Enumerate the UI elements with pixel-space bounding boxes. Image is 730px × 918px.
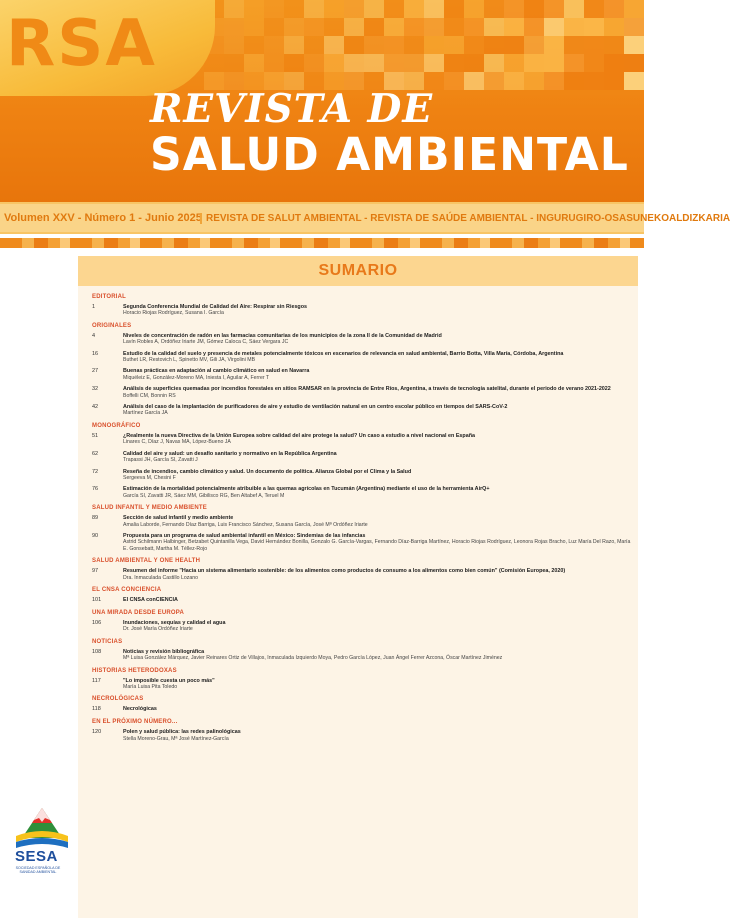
entry-authors: Astrid Schilmann Halbinger, Betzabet Quintanilla Vega, David Hernández Bonilla, Gonzalo G. García-Vargas, Fernando Díaz-Barriga Martínez, Horacio Riojas Rodríguez, Leonora Rojas Bracho, Luz María Del Razo, María E. Gonsebatt, Martha M. Téllez-Rojo — [123, 539, 631, 552]
entry-title: Estimación de la mortalidad potencialmente atribuible a las quemas agrícolas en Tucumán (Argentina) mediante el uso de la herramienta AirQ+ — [123, 486, 490, 493]
entry-title: El CNSA conCIENCIA — [123, 596, 178, 603]
toc-entry[interactable] — [92, 404, 632, 417]
entry-page-number: 97 — [92, 568, 99, 575]
section-title: SALUD AMBIENTAL Y ONE HEALTH — [92, 558, 201, 565]
section-title: EN EL PRÓXIMO NÚMERO... — [92, 719, 178, 726]
toc-entry[interactable] — [92, 533, 632, 552]
entry-page-number: 118 — [92, 706, 101, 713]
toc-entry[interactable] — [92, 515, 632, 528]
entry-page-number: 4 — [92, 332, 96, 339]
entry-body — [123, 597, 632, 604]
entry-title: Necrológicas — [123, 706, 157, 713]
entry-title: Noticias y revisión bibliográfica — [123, 648, 205, 655]
logo-wordmark: SESA — [15, 848, 58, 865]
entry-body — [123, 729, 632, 742]
section-title: MONOGRÁFICO — [92, 422, 141, 429]
entry-title: Niveles de concentración de radón en las farmacias comunitarias de los municipios de la zona II de la Comunidad de Madrid — [123, 332, 442, 339]
entry-authors: Lavín Robles A, Ordóñez Iriarte JM, Gómez Caloca C, Sáez Vergara JC — [123, 339, 289, 346]
entry-page-number: 1 — [92, 304, 96, 310]
entry-authors: Boffelli CM, Bonnin RS — [123, 392, 176, 399]
entry-body — [123, 368, 632, 381]
entry-authors: Trapassi JH, García SI, Zavatti J — [123, 457, 198, 464]
entry-body — [123, 333, 632, 346]
toc-entry[interactable] — [92, 597, 632, 604]
entry-page-number: 120 — [92, 729, 102, 736]
entry-title: Inundaciones, sequías y calidad el agua — [123, 619, 226, 626]
decorative-stripe — [0, 238, 644, 248]
entry-body — [123, 386, 632, 399]
toc-entry[interactable] — [92, 433, 632, 446]
entry-page-number: 62 — [92, 450, 99, 457]
entry-body — [123, 515, 632, 528]
table-of-contents — [92, 294, 632, 747]
journal-title-line2: SALUD AMBIENTAL — [150, 128, 629, 181]
entry-body — [123, 678, 632, 691]
entry-page-number: 106 — [92, 619, 102, 626]
journal-acronym: RSA — [6, 7, 157, 81]
entry-body — [123, 451, 632, 464]
entry-authors: Amalia Laborde, Fernando Díaz Barriga, Luis Francisco Sánchez, Susana García, José Mª Ordóñez Iriarte — [123, 521, 368, 528]
journal-languages: REVISTA DE SALUT AMBIENTAL - REVISTA DE SAÚDE AMBIENTAL - INGURUGIRO-OSASUNEKOALDIZKARIA — [200, 213, 730, 224]
entry-title: Estudio de la calidad del suelo y presencia de metales potencialmente tóxicos en escenarios de relevancia en salud ambiental, Barrio Botta, Villa María, Córdoba, Argentina — [123, 350, 564, 357]
entry-authors: Dr. José María Ordóñez Iriarte — [123, 626, 193, 633]
entry-title: Resumen del informe "Hacia un sistema alimentario sostenible: de los alimentos como productos de consumo a los alimentos como bien común" (Comisión Europea, 2020) — [123, 568, 566, 575]
entry-authors: Buthet LR, Restovich L, Spinetto MV, Gili JA, Virgolini MB — [123, 357, 256, 364]
entry-authors: Martínez García JA — [123, 410, 168, 417]
header-mosaic-pattern — [204, 0, 644, 92]
volume-info: Volumen XXV - Número 1 - Junio 2025 — [4, 212, 202, 224]
toc-entry[interactable] — [92, 386, 632, 399]
section-title: SALUD INFANTIL Y MEDIO AMBIENTE — [92, 505, 207, 512]
entry-page-number: 89 — [92, 515, 99, 522]
entry-title: Sección de salud infantil y medio ambiente — [123, 515, 234, 522]
volume-bar — [0, 202, 730, 234]
toc-entry[interactable] — [92, 333, 632, 346]
entry-title: Buenas prácticas en adaptación al cambio climático en salud en Navarra — [123, 368, 310, 375]
entry-page-number: 27 — [92, 368, 99, 375]
entry-title: Reseña de incendios, cambio climático y salud. Un documento de política. Alianza Global por el Clima y la Salud — [123, 468, 412, 475]
entry-title: Análisis del caso de la implantación de purificadores de aire y estudio de ventilación natural en un centro escolar público en tiempos del SARS-CoV-2 — [123, 404, 508, 411]
section-title: HISTORIAS HETERODOXAS — [92, 667, 177, 674]
entry-authors: María Luisa Pita Toledo — [123, 684, 178, 690]
cover-header — [0, 0, 644, 202]
entry-authors: Miquéleiz E, González-Moreno MA, Iniesta I, Aguilar A, Ferrer T — [123, 374, 270, 381]
entry-authors: Stella Moreno-Grau, Mª José Martínez-García — [123, 735, 229, 742]
entry-title: Polen y salud pública: las redes palinológicas — [123, 729, 241, 736]
entry-authors: Horacio Riojas Rodríguez, Susana I. García — [123, 310, 224, 317]
entry-authors: Linares C, Díaz J, Navas MA, López-Bueno JA — [123, 439, 231, 446]
entry-page-number: 117 — [92, 677, 101, 684]
toc-entry[interactable] — [92, 368, 632, 381]
entry-authors: Dra. Inmaculada Castillo Lozano — [123, 574, 198, 581]
section-title: NOTICIAS — [92, 638, 123, 645]
entry-page-number: 101 — [92, 596, 102, 603]
toc-entry[interactable] — [92, 649, 632, 662]
entry-body — [123, 404, 632, 417]
toc-entry[interactable] — [92, 486, 632, 499]
entry-page-number: 90 — [92, 532, 99, 539]
toc-entry[interactable] — [92, 351, 632, 364]
entry-page-number: 51 — [92, 432, 99, 439]
journal-title-line1: REVISTA DE — [150, 86, 434, 132]
entry-page-number: 42 — [92, 404, 99, 411]
entry-authors: Mª Luisa González Márquez, Javier Reinares Ortiz de Villajos, Inmaculada Izquierdo Moya, Pedro García López, Juan Ángel Ferrer Azcona, Óscar Martínez Jiménez — [123, 655, 503, 662]
toc-entry[interactable] — [92, 678, 632, 691]
entry-body — [123, 706, 632, 713]
entry-body — [123, 620, 632, 633]
toc-entry[interactable] — [92, 568, 632, 581]
section-title: UNA MIRADA DESDE EUROPA — [92, 609, 185, 616]
entry-body — [123, 433, 632, 446]
entry-body — [123, 568, 632, 581]
section-title: ORIGINALES — [92, 322, 132, 329]
entry-page-number: 16 — [92, 350, 99, 357]
section-title: EDITORIAL — [92, 294, 127, 300]
entry-authors: García SI, Zavatti JR, Sáez MM, Gibilisco RG, Ben Altabef A, Teruel M — [123, 492, 285, 499]
entry-page-number: 32 — [92, 386, 99, 393]
entry-page-number: 72 — [92, 468, 99, 475]
entry-body — [123, 486, 632, 499]
entry-authors: Sergeeva M, Chesini F — [123, 474, 176, 481]
entry-title: Propuesta para un programa de salud ambiental infantil en México: Sindemias de las infancias — [123, 532, 366, 539]
toc-entry[interactable] — [92, 620, 632, 633]
entry-title: Análisis de superficies quemadas por incendios forestales en sitios RAMSAR en la provincia de Entre Ríos, Argentina, a través de tecnología satelital, durante el periodo de verano 2021-2022 — [123, 386, 611, 393]
entry-title: Segunda Conferencia Mundial de Calidad del Aire: Respirar sin Riesgos — [123, 304, 308, 310]
entry-body — [123, 533, 632, 552]
logo-subtitle: SOCIEDAD ESPAÑOLA DE SANIDAD AMBIENTAL — [15, 866, 61, 875]
entry-title: ¿Realmente la nueva Directiva de la Unión Europea sobre calidad del aire protege la salud? Un caso a estudio a nivel nacional en España — [123, 432, 475, 439]
toc-heading: SUMARIO — [78, 256, 638, 286]
entry-body — [123, 649, 632, 662]
entry-title: Calidad del aire y salud: un desafío sanitario y normativo en la República Argentina — [123, 450, 337, 457]
toc-entry[interactable] — [92, 706, 632, 713]
toc-entry[interactable] — [92, 451, 632, 464]
section-title: EL CNSA CONCIENCIA — [92, 586, 162, 593]
entry-body — [123, 351, 632, 364]
toc-entry[interactable] — [92, 469, 632, 482]
entry-page-number: 76 — [92, 486, 99, 493]
entry-title: "Lo imposible cuesta un poco más" — [123, 677, 215, 684]
entry-body — [123, 469, 632, 482]
entry-body — [123, 304, 632, 317]
entry-page-number: 108 — [92, 648, 102, 655]
section-title: NECROLÓGICAS — [92, 696, 144, 703]
toc-entry[interactable] — [92, 304, 632, 317]
toc-entry[interactable] — [92, 729, 632, 742]
